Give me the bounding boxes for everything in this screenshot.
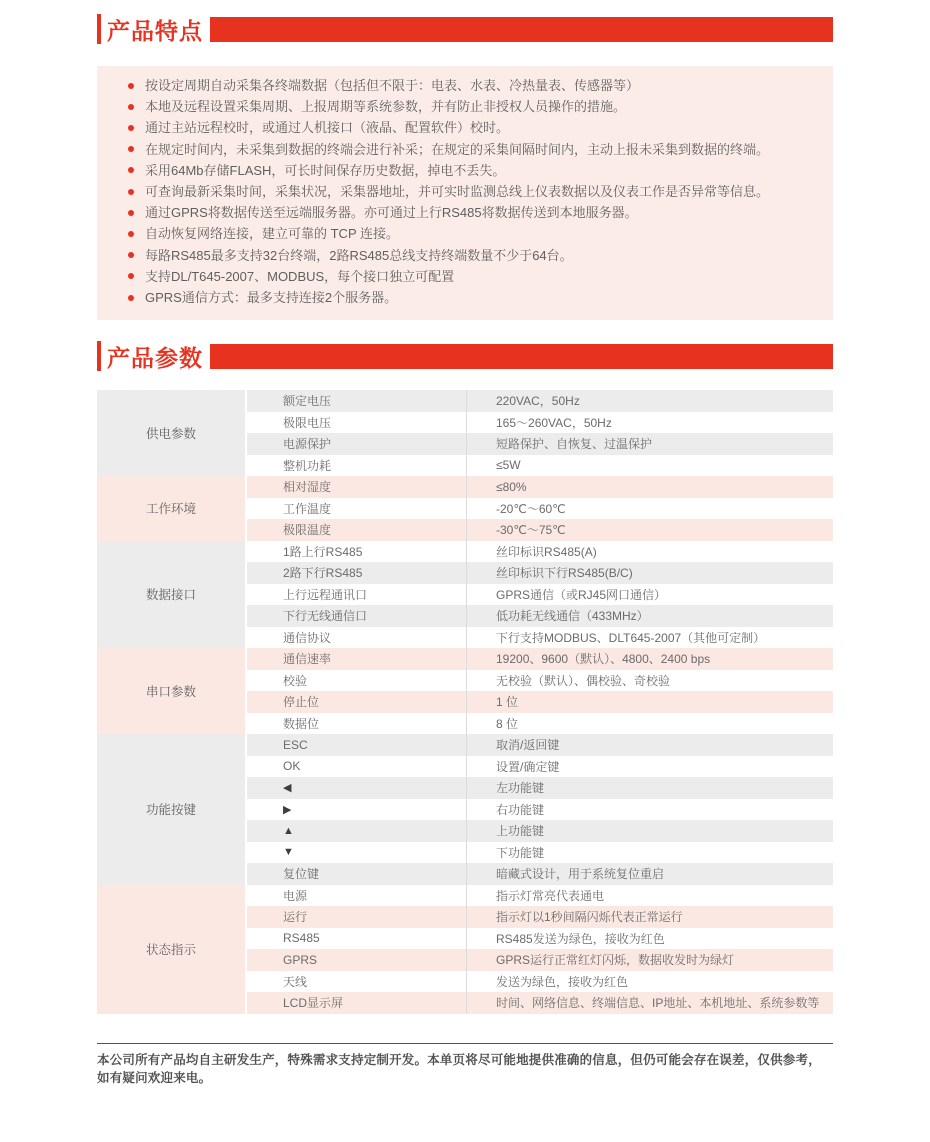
spec-param-name: 电源保护 (283, 437, 332, 452)
features-box (97, 66, 833, 320)
bullet-dot-icon (128, 189, 134, 195)
spec-group-rows (247, 648, 833, 734)
spec-param-value: 8 位 (466, 713, 833, 735)
header-accent-bar-icon (97, 14, 101, 44)
spec-category-label: 状态指示 (97, 885, 247, 1014)
spec-row (247, 562, 833, 584)
spec-param-name: RS485 (283, 931, 320, 946)
spec-row (247, 476, 833, 498)
spec-row (247, 949, 833, 971)
feature-item (128, 266, 813, 287)
spec-param-name: 额定电压 (283, 394, 332, 409)
spec-param-value: 下行支持MODBUS、DLT645-2007（其他可定制） (466, 627, 833, 649)
spec-row (247, 992, 833, 1014)
spec-param-name: 极限温度 (283, 523, 332, 538)
spec-row (247, 670, 833, 692)
header-red-banner (210, 17, 833, 42)
spec-param-value: RS485发送为绿色，接收为红色 (466, 928, 833, 950)
feature-item (128, 139, 813, 160)
spec-group-rows (247, 734, 833, 885)
spec-param-value: GPRS运行正常红灯闪烁，数据收发时为绿灯 (466, 949, 833, 971)
bullet-dot-icon (128, 210, 134, 216)
spec-group (97, 541, 833, 649)
feature-text: 支持DL/T645-2007、MODBUS，每个接口独立可配置 (145, 268, 455, 284)
feature-text: 采用64Mb存储FLASH，可长时间保存历史数据，掉电不丢失。 (145, 162, 506, 178)
spec-param-name: 数据位 (283, 716, 320, 731)
spec-row (247, 433, 833, 455)
spec-param-name: ◀ (283, 782, 292, 795)
spec-row (247, 756, 833, 778)
spec-row (247, 519, 833, 541)
bullet-dot-icon (128, 273, 134, 279)
spec-param-name: LCD显示屏 (283, 996, 344, 1011)
spec-group-rows (247, 541, 833, 649)
spec-param-value: GPRS通信（或RJ45网口通信） (466, 584, 833, 606)
spec-param-name: ▲ (283, 824, 294, 837)
spec-group (97, 648, 833, 734)
features-section-title: 产品特点 (107, 17, 203, 44)
params-section-header (97, 341, 833, 371)
spec-table (97, 390, 833, 1014)
spec-param-value: 暗藏式设计，用于系统复位重启 (466, 863, 833, 885)
spec-param-name: 1路上行RS485 (283, 544, 363, 559)
bullet-dot-icon (128, 295, 134, 301)
feature-item (128, 181, 813, 202)
spec-param-name: ESC (283, 737, 308, 752)
spec-row (247, 648, 833, 670)
spec-row (247, 863, 833, 885)
header-accent-bar-icon (97, 341, 101, 371)
spec-param-name: 停止位 (283, 695, 320, 710)
spec-param-name: 运行 (283, 910, 308, 925)
spec-param-name: GPRS (283, 952, 318, 967)
header-red-banner (210, 344, 833, 369)
spec-param-value: 下功能键 (466, 842, 833, 864)
spec-param-value: 发送为绿色，接收为红色 (466, 971, 833, 993)
feature-item (128, 287, 813, 308)
spec-param-value: 丝印标识下行RS485(B/C) (466, 562, 833, 584)
bullet-dot-icon (128, 83, 134, 89)
spec-group-rows (247, 476, 833, 541)
spec-param-value: 时间、网络信息、终端信息、IP地址、本机地址、系统参数等 (466, 992, 833, 1014)
spec-row (247, 605, 833, 627)
spec-param-name: ▶ (283, 803, 292, 816)
feature-item (128, 117, 813, 138)
spec-param-name: 通信协议 (283, 630, 332, 645)
spec-param-value: 设置/确定键 (466, 756, 833, 778)
spec-category-label: 串口参数 (97, 648, 247, 734)
spec-category-label: 功能按键 (97, 734, 247, 885)
spec-row (247, 584, 833, 606)
footer-divider (97, 1043, 833, 1044)
bullet-dot-icon (128, 231, 134, 237)
spec-row (247, 713, 833, 735)
params-section-title: 产品参数 (107, 344, 203, 371)
feature-item (128, 223, 813, 244)
spec-param-value: 指示灯常亮代表通电 (466, 885, 833, 907)
feature-text: 通过主站远程校时，或通过人机接口（液晶、配置软件）校时。 (145, 120, 510, 136)
spec-param-value: 短路保护、自恢复、过温保护 (466, 433, 833, 455)
feature-text: 按设定周期自动采集各终端数据（包括但不限于：电表、水表、冷热量表、传感器等） (145, 78, 640, 93)
bullet-dot-icon (128, 104, 134, 110)
spec-group (97, 885, 833, 1014)
spec-param-name: 上行远程通讯口 (283, 587, 368, 602)
feature-item (128, 160, 813, 181)
spec-param-value: 指示灯以1秒间隔闪烁代表正常运行 (466, 906, 833, 928)
spec-param-value: 无校验（默认）、偶校验、奇校验 (466, 670, 833, 692)
feature-item (128, 202, 813, 223)
spec-row (247, 734, 833, 756)
bullet-dot-icon (128, 252, 134, 258)
spec-param-value: 取消/返回键 (466, 734, 833, 756)
feature-item (128, 245, 813, 266)
spec-row (247, 799, 833, 821)
spec-row (247, 691, 833, 713)
spec-row (247, 906, 833, 928)
spec-param-value: -30℃～75℃ (466, 519, 833, 541)
spec-param-name: 电源 (283, 888, 308, 903)
spec-param-value: 19200、9600（默认）、4800、2400 bps (466, 648, 833, 670)
spec-param-value: 丝印标识RS485(A) (466, 541, 833, 563)
spec-group (97, 734, 833, 885)
spec-param-value: ≤80% (466, 476, 833, 498)
page-footer (97, 1043, 833, 1086)
spec-row (247, 820, 833, 842)
spec-param-value: 右功能键 (466, 799, 833, 821)
bullet-dot-icon (128, 167, 134, 173)
feature-text: 在规定时间内，未采集到数据的终端会进行补采；在规定的采集间隔时间内，主动上报未采集到数据的终端。 (145, 141, 770, 157)
spec-param-value: 低功耗无线通信（433MHz） (466, 605, 833, 627)
spec-param-value: -20℃～60℃ (466, 498, 833, 520)
spec-group (97, 390, 833, 476)
spec-row (247, 498, 833, 520)
features-list (128, 75, 813, 308)
spec-row (247, 777, 833, 799)
spec-param-name: 校验 (283, 673, 308, 688)
spec-row (247, 455, 833, 477)
feature-text: 可查询最新采集时间，采集状况，采集器地址，并可实时监测总线上仪表数据以及仪表工作是否异常等信息。 (145, 184, 770, 200)
spec-row (247, 627, 833, 649)
spec-category-label: 供电参数 (97, 390, 247, 476)
spec-row (247, 390, 833, 412)
spec-param-name: 2路下行RS485 (283, 566, 363, 581)
spec-row (247, 971, 833, 993)
footer-note: 本公司所有产品均自主研发生产，特殊需求支持定制开发。本单页将尽可能地提供准确的信息，但仍可能会存在误差，仅供参考，如有疑问欢迎来电。 (97, 1052, 821, 1085)
spec-param-name: ▼ (283, 846, 294, 859)
spec-param-name: OK (283, 759, 301, 774)
spec-param-name: 下行无线通信口 (283, 609, 368, 624)
spec-group-rows (247, 390, 833, 476)
spec-group (97, 476, 833, 541)
bullet-dot-icon (128, 146, 134, 152)
spec-param-name: 复位键 (283, 867, 320, 882)
spec-param-value: 1 位 (466, 691, 833, 713)
feature-item (128, 75, 813, 96)
feature-text: 自动恢复网络连接，建立可靠的 TCP 连接。 (145, 226, 399, 242)
spec-row (247, 928, 833, 950)
feature-text: 每路RS485最多支持32台终端，2路RS485总线支持终端数量不少于64台。 (145, 247, 573, 263)
spec-param-value: 165～260VAC，50Hz (466, 412, 833, 434)
spec-param-name: 天线 (283, 974, 308, 989)
spec-category-label: 工作环境 (97, 476, 247, 541)
spec-param-value: ≤5W (466, 455, 833, 477)
bullet-dot-icon (128, 125, 134, 131)
features-section-header (97, 14, 833, 44)
feature-text: 本地及远程设置采集周期、上报周期等系统参数，并有防止非授权人员操作的措施。 (145, 99, 627, 115)
feature-item (128, 96, 813, 117)
spec-row (247, 541, 833, 563)
spec-param-value: 上功能键 (466, 820, 833, 842)
spec-row (247, 412, 833, 434)
spec-param-value: 220VAC，50Hz (466, 390, 833, 412)
spec-param-name: 整机功耗 (283, 458, 332, 473)
spec-row (247, 842, 833, 864)
spec-param-value: 左功能键 (466, 777, 833, 799)
spec-param-name: 通信速率 (283, 652, 332, 667)
spec-category-label: 数据接口 (97, 541, 247, 649)
spec-group-rows (247, 885, 833, 1014)
feature-text: 通过GPRS将数据传送至远端服务器。亦可通过上行RS485将数据传送到本地服务器。 (145, 205, 638, 221)
spec-param-name: 工作温度 (283, 501, 332, 516)
spec-param-name: 相对湿度 (283, 480, 332, 495)
spec-param-name: 极限电压 (283, 415, 332, 430)
feature-text: GPRS通信方式：最多支持连接2个服务器。 (145, 290, 398, 306)
spec-row (247, 885, 833, 907)
